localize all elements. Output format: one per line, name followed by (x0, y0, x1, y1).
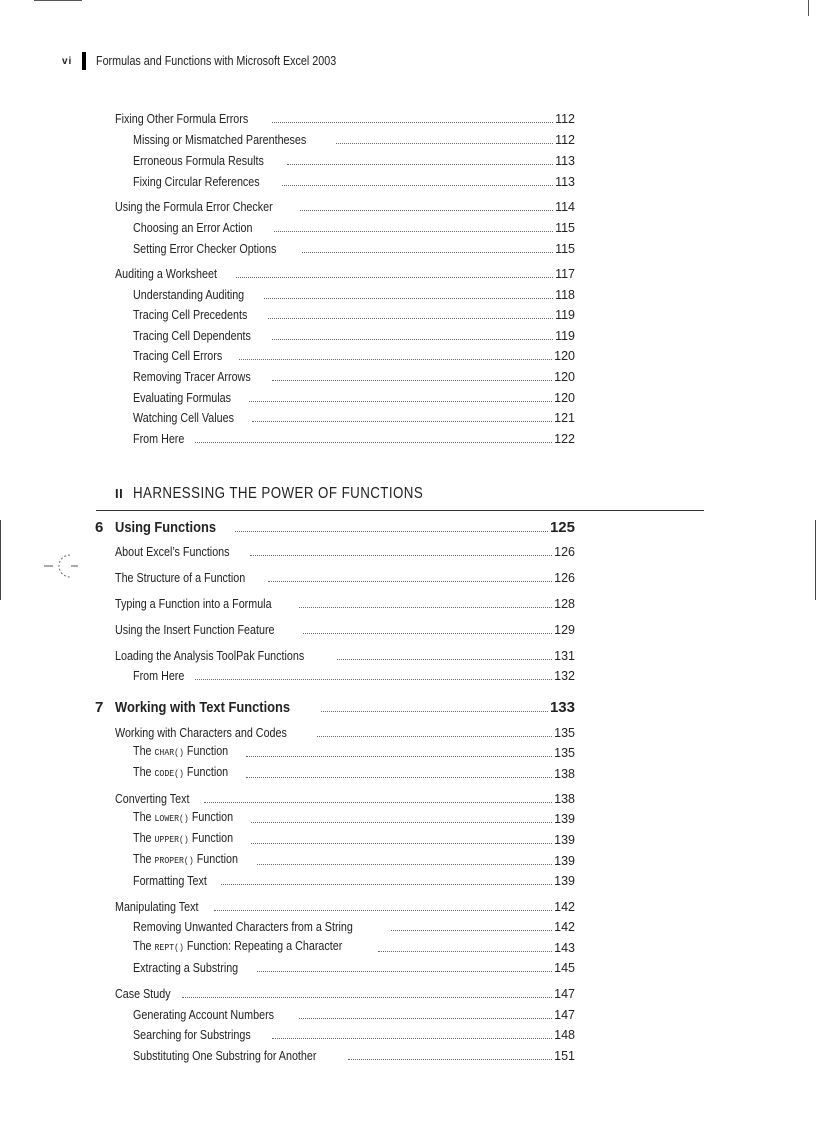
dot-leader (299, 1018, 552, 1019)
running-header (62, 52, 375, 70)
title-suffix: Function (183, 765, 229, 779)
chapter-page-number: 133 (549, 699, 575, 716)
header-divider (82, 52, 86, 70)
toc-entry-title: Case Study (115, 987, 171, 1001)
toc-entry-title: Understanding Auditing (133, 288, 245, 302)
toc-page-number: 132 (554, 669, 575, 683)
toc-entry-title: Fixing Circular References (133, 175, 260, 189)
toc-page-number: 112 (555, 112, 575, 126)
toc-subentry[interactable] (133, 872, 575, 888)
dot-leader (239, 359, 552, 360)
toc-subentry[interactable] (133, 306, 575, 322)
function-code: LOWER() (154, 813, 189, 824)
toc-entry-title (133, 831, 233, 847)
toc-page-number: 147 (554, 987, 575, 1001)
dot-leader (268, 581, 552, 582)
toc-subentry[interactable] (133, 1047, 575, 1063)
dot-leader (274, 231, 553, 232)
toc-entry-title: Tracing Cell Dependents (133, 329, 251, 343)
toc-entry[interactable] (115, 265, 575, 281)
toc-entry-title: Removing Unwanted Characters from a String (133, 920, 353, 934)
dot-leader (257, 864, 552, 865)
title-suffix: Function (188, 831, 234, 845)
toc-entry-title: Evaluating Formulas (133, 391, 231, 405)
toc-entry[interactable] (115, 985, 575, 1001)
toc-entry-title: Using the Formula Error Checker (115, 200, 273, 214)
dot-leader (214, 910, 552, 911)
toc-subentry[interactable] (133, 831, 575, 847)
toc-page-number: 122 (554, 432, 575, 446)
toc-page-number: 112 (555, 133, 575, 147)
toc-entry-title (133, 852, 238, 868)
toc-subentry[interactable] (133, 430, 575, 446)
toc-page-number: 117 (555, 267, 575, 281)
function-code: REPT() (154, 942, 184, 953)
toc-page-number: 131 (554, 649, 575, 663)
title-prefix: The (133, 852, 155, 866)
toc-page-number: 145 (554, 961, 575, 975)
toc-page-number: 147 (554, 1008, 575, 1022)
chapter-heading[interactable] (95, 515, 575, 536)
toc-page-number: 143 (554, 941, 575, 955)
dot-leader (251, 843, 552, 844)
dot-leader (391, 930, 552, 931)
dot-leader (287, 164, 553, 165)
chapter-heading[interactable] (95, 695, 575, 716)
toc-entry-title: Converting Text (115, 792, 190, 806)
toc-entry-title (133, 810, 233, 826)
dot-leader (257, 971, 552, 972)
crop-mark-top (34, 0, 82, 1)
dot-leader (300, 210, 553, 211)
dot-leader (378, 951, 552, 952)
chapter-title: Working with Text Functions (115, 699, 291, 716)
toc-subentry[interactable] (133, 1026, 575, 1042)
toc-entry-title: Fixing Other Formula Errors (115, 112, 249, 126)
title-suffix: Function (193, 852, 238, 866)
toc-page-number: 135 (554, 746, 575, 760)
toc-subentry[interactable] (133, 347, 575, 363)
dot-leader (282, 185, 553, 186)
toc-entry[interactable] (115, 198, 575, 214)
toc-entry-title: Removing Tracer Arrows (133, 370, 251, 384)
toc-page-number: 139 (554, 874, 575, 888)
toc-subentry[interactable] (133, 219, 575, 235)
toc-entry-title: About Excel’s Functions (115, 545, 230, 559)
part-title: HARNESSING THE POWER OF FUNCTIONS (133, 485, 424, 502)
title-suffix: Function: Repeating a Character (183, 939, 343, 953)
function-code: PROPER() (154, 855, 194, 866)
toc-page-number: 138 (554, 792, 575, 806)
toc-entry-title: Formatting Text (133, 874, 207, 888)
toc-page-number: 113 (555, 175, 575, 189)
chapter-page-number: 125 (549, 519, 575, 536)
toc-entry-title: Searching for Substrings (133, 1028, 251, 1042)
toc-subentry[interactable] (133, 852, 575, 868)
toc-entry[interactable] (115, 724, 575, 740)
dot-leader (250, 555, 552, 556)
dot-leader (317, 736, 552, 737)
chapter-number: 7 (95, 699, 104, 716)
dot-leader (336, 143, 553, 144)
dot-leader (299, 607, 552, 608)
dot-leader (272, 1038, 552, 1039)
dot-leader (195, 679, 552, 680)
toc-page-number: 119 (555, 329, 575, 343)
toc-entry[interactable] (115, 569, 575, 585)
toc-subentry[interactable] (133, 810, 575, 826)
dot-leader (348, 1059, 552, 1060)
dot-leader (272, 339, 553, 340)
title-prefix: The (133, 744, 155, 758)
toc-entry-title: Watching Cell Values (133, 411, 234, 425)
dot-leader (251, 822, 552, 823)
toc-entry-title: Extracting a Substring (133, 961, 239, 975)
toc-page-number: 139 (554, 833, 575, 847)
toc-page-number: 139 (554, 812, 575, 826)
toc-subentry[interactable] (133, 286, 575, 302)
function-code: CODE() (154, 768, 184, 779)
toc-entry-title: Missing or Mismatched Parentheses (133, 133, 307, 147)
toc-entry-title (133, 744, 228, 760)
registration-mark-icon (44, 553, 80, 579)
toc-page-number: 135 (554, 726, 575, 740)
toc-entry-title (133, 765, 228, 781)
part-rule (96, 510, 704, 511)
toc-subentry[interactable] (133, 131, 575, 147)
toc-subentry[interactable] (133, 1006, 575, 1022)
dot-leader (272, 380, 552, 381)
toc-page-number: 128 (554, 597, 575, 611)
toc-page-number: 129 (554, 623, 575, 637)
dot-leader (235, 531, 548, 532)
toc-page-number: 139 (554, 854, 575, 868)
crop-mark-top-right (808, 0, 809, 16)
toc-entry-title: From Here (133, 669, 185, 683)
dot-leader (236, 277, 553, 278)
header-page-number: vi (62, 55, 73, 67)
toc-subentry[interactable] (133, 765, 575, 781)
dot-leader (268, 318, 553, 319)
toc-subentry[interactable] (133, 152, 575, 168)
toc-subentry[interactable] (133, 409, 575, 425)
toc-entry-title: Using the Insert Function Feature (115, 623, 275, 637)
toc-entry[interactable] (115, 647, 575, 663)
toc-entry-title: Working with Characters and Codes (115, 726, 287, 740)
dot-leader (303, 633, 553, 634)
toc-page-number: 120 (554, 370, 575, 384)
dot-leader (337, 659, 552, 660)
title-prefix: The (133, 831, 155, 845)
dot-leader (272, 122, 553, 123)
toc-page-number: 120 (554, 349, 575, 363)
part-number: II (115, 486, 124, 501)
toc-entry-title: Auditing a Worksheet (115, 267, 217, 281)
toc-entry-title: Loading the Analysis ToolPak Functions (115, 649, 305, 663)
dot-leader (246, 756, 552, 757)
toc-page-number: 119 (555, 308, 575, 322)
toc-page-number: 114 (555, 200, 575, 214)
toc-subentry[interactable] (133, 959, 575, 975)
dot-leader (252, 421, 552, 422)
toc-entry-title (133, 939, 342, 955)
dot-leader (321, 711, 548, 712)
dot-leader (249, 401, 552, 402)
toc-subentry[interactable] (133, 918, 575, 934)
toc-entry-title: Tracing Cell Errors (133, 349, 223, 363)
toc-entry-title: The Structure of a Function (115, 571, 246, 585)
title-prefix: The (133, 939, 155, 953)
title-prefix: The (133, 765, 155, 779)
toc-page-number: 120 (554, 391, 575, 405)
toc-subentry[interactable] (133, 939, 575, 955)
toc-page-number: 113 (555, 154, 575, 168)
toc-page-number: 126 (554, 545, 575, 559)
toc-page-number: 148 (554, 1028, 575, 1042)
dot-leader (182, 997, 553, 998)
toc-subentry[interactable] (133, 240, 575, 256)
toc-entry[interactable] (115, 790, 575, 806)
toc-page-number: 142 (554, 900, 575, 914)
toc-entry[interactable] (115, 595, 575, 611)
toc-subentry[interactable] (133, 744, 575, 760)
toc-subentry[interactable] (133, 173, 575, 189)
toc-entry-title: Tracing Cell Precedents (133, 308, 248, 322)
toc-page-number: 126 (554, 571, 575, 585)
dot-leader (302, 252, 553, 253)
dot-leader (204, 802, 553, 803)
toc-page-number: 115 (555, 221, 575, 235)
chapter-number: 6 (95, 519, 104, 536)
toc-page-number: 151 (554, 1049, 575, 1063)
function-code: CHAR() (154, 747, 184, 758)
header-book-title: Formulas and Functions with Microsoft Excel 2003 (96, 54, 337, 68)
toc-subentry[interactable] (133, 327, 575, 343)
toc-entry-title: Substituting One Substring for Another (133, 1049, 317, 1063)
toc-page-number: 138 (554, 767, 575, 781)
margin-line-left (0, 520, 1, 600)
toc-entry-title: From Here (133, 432, 185, 446)
toc-entry[interactable] (115, 110, 575, 126)
dot-leader (264, 298, 553, 299)
dot-leader (221, 884, 552, 885)
toc-subentry[interactable] (133, 667, 575, 683)
title-prefix: The (133, 810, 155, 824)
toc-entry-title: Generating Account Numbers (133, 1008, 275, 1022)
toc-entry-title: Manipulating Text (115, 900, 199, 914)
toc-entry[interactable] (115, 898, 575, 914)
toc-page-number: 121 (554, 411, 575, 425)
chapter-title: Using Functions (115, 519, 217, 536)
title-suffix: Function (183, 744, 229, 758)
dot-leader (246, 777, 552, 778)
toc-page-number: 142 (554, 920, 575, 934)
part-heading (115, 485, 471, 503)
toc-entry-title: Setting Error Checker Options (133, 242, 277, 256)
toc-subentry[interactable] (133, 368, 575, 384)
toc-entry-title: Choosing an Error Action (133, 221, 253, 235)
toc-entry[interactable] (115, 543, 575, 559)
toc-entry[interactable] (115, 621, 575, 637)
toc-entry-title: Typing a Function into a Formula (115, 597, 272, 611)
dot-leader (195, 442, 552, 443)
toc-entry-title: Erroneous Formula Results (133, 154, 264, 168)
title-suffix: Function (188, 810, 234, 824)
toc-subentry[interactable] (133, 389, 575, 405)
toc-page-number: 118 (555, 288, 575, 302)
function-code: UPPER() (154, 834, 189, 845)
toc-page-number: 115 (555, 242, 575, 256)
